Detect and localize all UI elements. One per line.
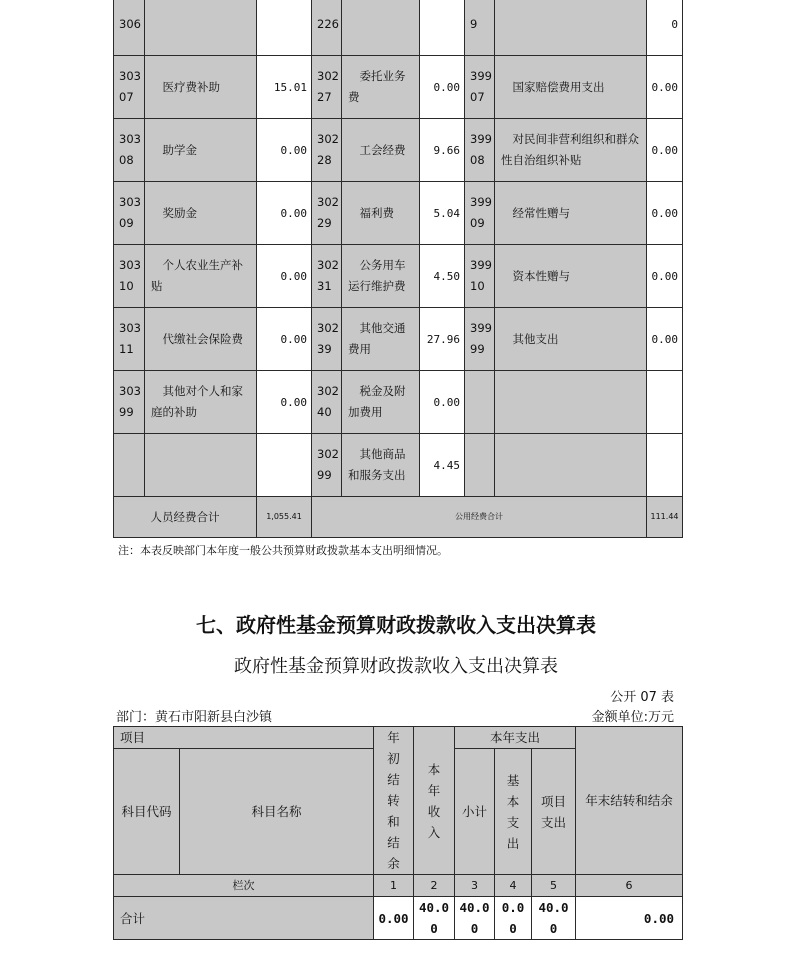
name-cell: 国家赔偿费用支出: [495, 56, 647, 119]
code-cell: 39999: [465, 308, 495, 371]
project-exp-header: 项目支出: [532, 749, 576, 875]
code-cell: 30228: [312, 119, 342, 182]
code-cell: 30399: [114, 371, 145, 434]
expense-group-header: 本年支出: [455, 727, 576, 749]
name-cell: 个人农业生产补贴: [145, 245, 257, 308]
col-number: 2: [414, 875, 455, 897]
table-row: [114, 371, 683, 434]
total-value: 40.00: [455, 897, 495, 940]
col-number: 4: [495, 875, 532, 897]
table-row: [114, 56, 683, 119]
code-cell: [465, 371, 495, 434]
total-value: 0.00: [576, 897, 683, 940]
name-cell: 税金及附加费用: [342, 371, 420, 434]
unit-label: 金额单位:万元: [591, 710, 674, 725]
name-cell: 委托业务费: [342, 56, 420, 119]
value-cell: 0.00: [420, 56, 465, 119]
name-cell: 其他支出: [495, 308, 647, 371]
public-total-label: 公用经费合计: [312, 497, 647, 538]
closing-balance-header: 年末结转和结余: [576, 727, 683, 875]
code-cell: 30229: [312, 182, 342, 245]
code-cell: 30240: [312, 371, 342, 434]
value-cell: 0.00: [257, 308, 312, 371]
value-cell: 0.00: [257, 119, 312, 182]
value-cell: 0.00: [647, 245, 683, 308]
fund-total-row: [114, 897, 683, 940]
col-number: 6: [576, 875, 683, 897]
total-label: 合计: [114, 897, 374, 940]
value-cell: 0.00: [647, 308, 683, 371]
code-cell: 30308: [114, 119, 145, 182]
subtotal-header: 小计: [455, 749, 495, 875]
table-title: 政府性基金预算财政拨款收入支出决算表: [234, 656, 558, 677]
value-cell: 0.00: [257, 371, 312, 434]
name-cell: [495, 434, 647, 497]
opening-balance-header: 年初结转和结余: [374, 727, 414, 875]
table-row: [114, 245, 683, 308]
basic-exp-header: 基本支出: [495, 749, 532, 875]
value-cell: 0.00: [647, 182, 683, 245]
section-heading: 七、政府性基金预算财政拨款收入支出决算表: [196, 613, 596, 637]
personnel-total-label: 人员经费合计: [114, 497, 257, 538]
value-cell: 5.04: [420, 182, 465, 245]
name-cell: 公务用车运行维护费: [342, 245, 420, 308]
code-cell: 9: [465, 0, 495, 56]
income-header: 本年收入: [414, 727, 455, 875]
total-value: 40.00: [414, 897, 455, 940]
value-cell: [420, 0, 465, 56]
code-cell: 30309: [114, 182, 145, 245]
fund-table: [113, 726, 683, 940]
name-cell: 其他交通费用: [342, 308, 420, 371]
code-cell: 39910: [465, 245, 495, 308]
col-number: 1: [374, 875, 414, 897]
basic-expenditure-table: [113, 0, 683, 538]
code-cell: 306: [114, 0, 145, 56]
value-cell: [647, 434, 683, 497]
value-cell: 0.00: [647, 56, 683, 119]
form-code: 公开 07 表: [610, 690, 674, 705]
value-cell: [257, 434, 312, 497]
name-cell: [495, 0, 647, 56]
code-cell: 30239: [312, 308, 342, 371]
name-cell: [145, 0, 257, 56]
name-cell: 助学金: [145, 119, 257, 182]
col-label: 栏次: [114, 875, 374, 897]
code-cell: 226: [312, 0, 342, 56]
value-cell: 0.00: [647, 119, 683, 182]
name-cell: [495, 371, 647, 434]
project-header: 项目: [114, 727, 374, 749]
name-cell: 其他对个人和家庭的补助: [145, 371, 257, 434]
code-cell: 39909: [465, 182, 495, 245]
code-cell: 39907: [465, 56, 495, 119]
public-total-value: 111.44: [647, 497, 683, 538]
name-cell: 经常性赠与: [495, 182, 647, 245]
name-cell: 福利费: [342, 182, 420, 245]
col-number: 3: [455, 875, 495, 897]
table-row: [114, 434, 683, 497]
name-cell: 工会经费: [342, 119, 420, 182]
table-row: [114, 308, 683, 371]
value-cell: 0.00: [257, 245, 312, 308]
personnel-total-value: 1,055.41: [257, 497, 312, 538]
code-cell: 30310: [114, 245, 145, 308]
code-cell: 30227: [312, 56, 342, 119]
table-row: [114, 182, 683, 245]
name-cell: 代缴社会保险费: [145, 308, 257, 371]
name-cell: [342, 0, 420, 56]
department-label: 部门：黄石市阳新县白沙镇: [116, 710, 273, 725]
code-cell: [114, 434, 145, 497]
total-value: 0.00: [374, 897, 414, 940]
table-row: [114, 119, 683, 182]
value-cell: 15.01: [257, 56, 312, 119]
col-number-row: [114, 875, 683, 897]
name-cell: 资本性赠与: [495, 245, 647, 308]
code-cell: 30311: [114, 308, 145, 371]
name-cell: 对民间非营利组织和群众性自治组织补贴: [495, 119, 647, 182]
name-cell: [145, 434, 257, 497]
total-value: 40.00: [532, 897, 576, 940]
value-cell: 0: [647, 0, 683, 56]
subject-name-header: 科目名称: [180, 749, 374, 875]
value-cell: 9.66: [420, 119, 465, 182]
value-cell: 27.96: [420, 308, 465, 371]
subject-code-header: 科目代码: [114, 749, 180, 875]
name-cell: 医疗费补助: [145, 56, 257, 119]
code-cell: 30307: [114, 56, 145, 119]
totals-row: [114, 497, 683, 538]
value-cell: [257, 0, 312, 56]
table-row: [114, 0, 683, 56]
name-cell: 其他商品和服务支出: [342, 434, 420, 497]
value-cell: [647, 371, 683, 434]
table-note: 注：本表反映部门本年度一般公共预算财政拨款基本支出明细情况。: [118, 544, 448, 557]
code-cell: [465, 434, 495, 497]
value-cell: 4.50: [420, 245, 465, 308]
value-cell: 0.00: [257, 182, 312, 245]
code-cell: 30231: [312, 245, 342, 308]
name-cell: 奖励金: [145, 182, 257, 245]
value-cell: 0.00: [420, 371, 465, 434]
value-cell: 4.45: [420, 434, 465, 497]
code-cell: 30299: [312, 434, 342, 497]
col-number: 5: [532, 875, 576, 897]
total-value: 0.00: [495, 897, 532, 940]
code-cell: 39908: [465, 119, 495, 182]
